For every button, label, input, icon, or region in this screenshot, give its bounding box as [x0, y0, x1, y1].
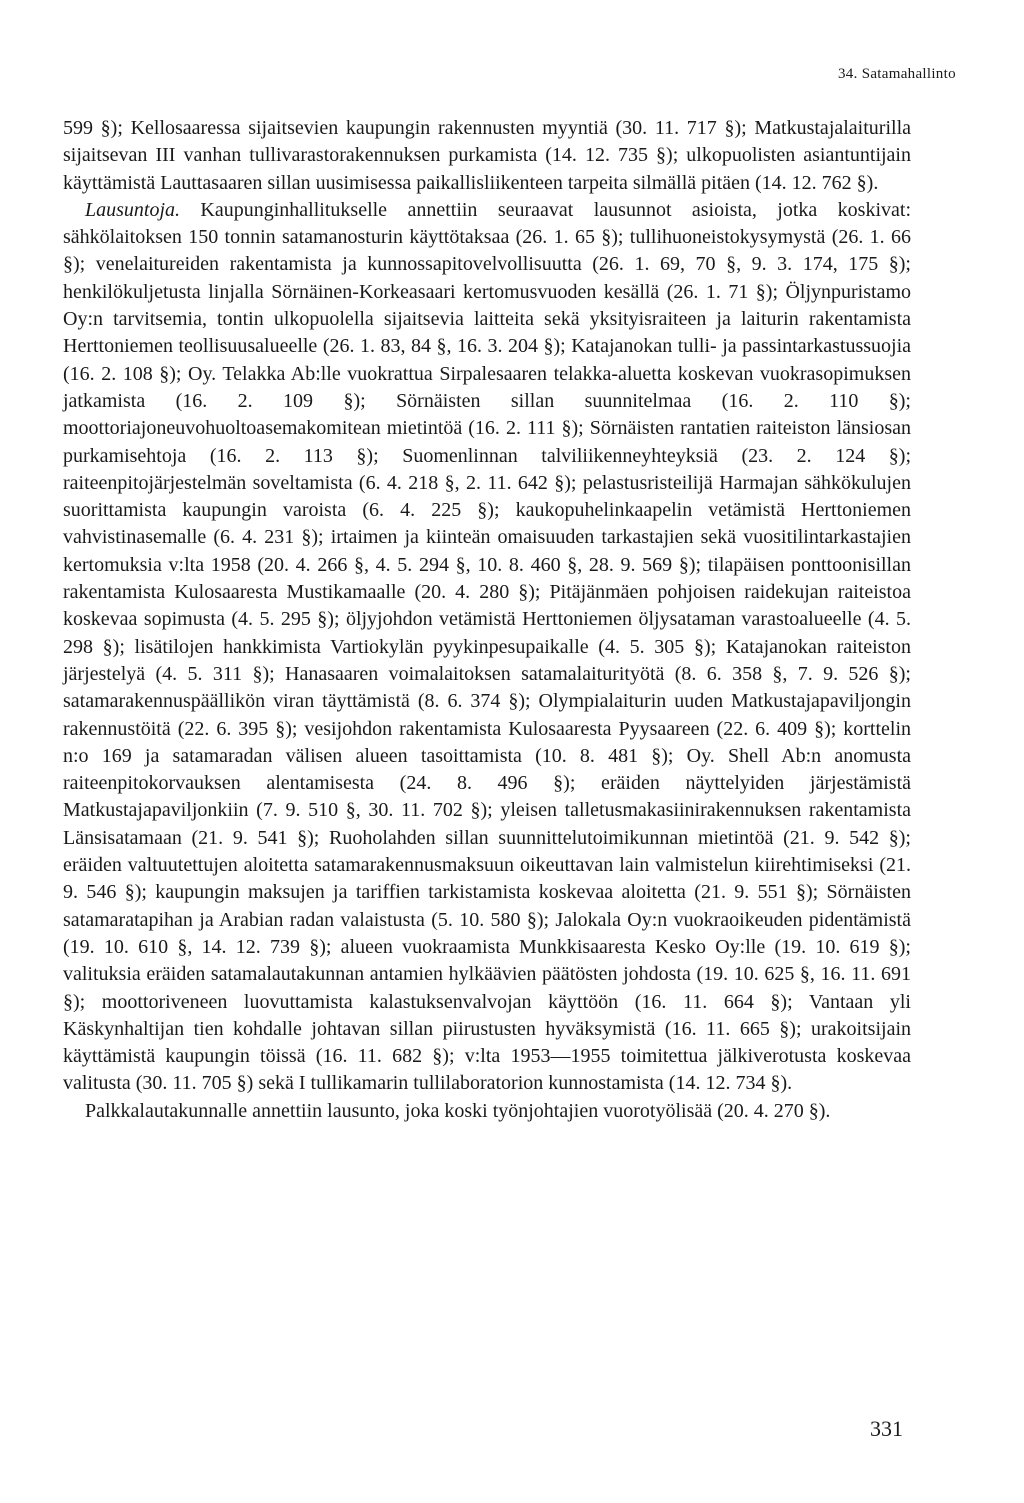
paragraph-palkkalautakunta: Palkkalautakunnalle annettiin lausunto, joka koski työnjohtajien vuorotyölisää (20. 4. 270 §).: [85, 1099, 831, 1122]
document-body: [63, 115, 911, 1125]
section-lead-in: Lausuntoja.: [85, 198, 181, 221]
page-number: 331: [870, 1416, 903, 1441]
running-header: 34. Satamahallinto: [838, 66, 956, 82]
paragraph-text: Kaupunginhallitukselle annettiin seuraavat lausunnot asioista, jotka koskivat: sähkölaitoksen 150 tonnin satamanosturin käyttötaksaa (26. 1. 65 §); tullihuoneistokysymystä (26. 1. 66 §); venelaitureiden rakentamista ja kunnossapitovelvollisuutta (26. 1. 69, 70 §, 9. 3. 174, 175 §); henkilökuljetusta linjalla Sörnäinen-Korkeasaari kertomusvuoden kesällä (26. 1. 71 §); Öljynpuristamo Oy:n tarvitsemia, tontin ulkopuolella sijaitsevia laitteita sekä yksityisraiteen ja laiturin rakentamista Herttoniemen teollisuusalueelle (26. 1. 83, 84 §, 16. 3. 204 §); Katajanokan tulli- ja passintarkastussuojia (16. 2. 108 §); Oy. Telakka Ab:lle vuokrattua Sirpalesaaren telakka-aluetta koskevan vuokrasopimuksen jatkamista (16. 2. 109 §); Sörnäisten sillan suunnitelmaa (16. 2. 110 §); moottoriajoneuvohuoltoasemakomitean mietintöä (16. 2. 111 §); Sörnäisten rantatien raiteiston länsiosan purkamisehtoja (16. 2. 113 §); Suomenlinnan talviliikenneyhteyksiä (23. 2. 124 §); raiteenpitojärjestelmän soveltamista (6. 4. 218 §, 2. 11. 642 §); pelastusristeilijä Harmajan sähkökulujen suorittamista kaupungin varoista (6. 4. 225 §); kaukopuhelinkaapelin vetämistä Herttoniemen vahvistinasemalle (6. 4. 231 §); irtaimen ja kiinteän omaisuuden tarkastajien sekä vuositilintarkastajien kertomuksia v:lta 1958 (20. 4. 266 §, 4. 5. 294 §, 10. 8. 460 §, 28. 9. 569 §); tilapäisen ponttoonisillan rakentamista Kulosaaresta Mustikamaalle (20. 4. 280 §); Pitäjänmäen pohjoisen raidekujan raiteistoa koskevaa sopimusta (4. 5. 295 §); öljyjohdon vetämistä Herttoniemen öljysataman varastoalueelle (4. 5. 298 §); lisätilojen hankkimista Vartiokylän pyykinpesupaikalle (4. 5. 305 §); Katajanokan raiteiston järjestelyä (4. 5. 311 §); Hanasaaren voimalaitoksen satamalaiturityötä (8. 6. 358 §, 7. 9. 526 §); satamarakennuspäällikön viran täyttämistä (8. 6. 374 §); Olympialaiturin uuden Matkustajapaviljongin rakennustöitä (22. 6. 395 §); vesijohdon rakentamista Kulosaaresta Pyysaareen (22. 6. 409 §); korttelin n:o 169 ja satamaradan välisen alueen tasoittamista (10. 8. 481 §); Oy. Shell Ab:n anomusta raiteenpitokorvauksen alentamisesta (24. 8. 496 §); eräiden näyttelyiden järjestämistä Matkustajapaviljonkiin (7. 9. 510 §, 30. 11. 702 §); yleisen talletusmakasiinirakennuksen rakentamista Länsisatamaan (21. 9. 541 §); Ruoholahden sillan suunnittelutoimikunnan mietintöä (21. 9. 542 §); eräiden valtuutettujen aloitetta satamarakennusmaksuun oikeuttavan lain valmistelun kiirehtimiseksi (21. 9. 546 §); kaupungin maksujen ja tariffien tarkistamista koskevaa aloitetta (21. 9. 551 §); Sörnäisten satamaratapihan ja Arabian radan valaistusta (5. 10. 580 §); Jalokala Oy:n vuokraoikeuden pidentämistä (19. 10. 610 §, 14. 12. 739 §); alueen vuokraamista Munkkisaaresta Kesko Oy:lle (19. 10. 619 §); valituksia eräiden satamalautakunnan antamien hylkäävien päätösten johdosta (19. 10. 625 §, 16. 11. 691 §); moottoriveneen luovuttamista kalastuksenvalvojan käyttöön (16. 11. 664 §); Vantaan yli Käskynhaltijan tien kohdalle johtavan sillan piirustusten hyväksymistä (16. 11. 665 §); urakoitsijain käyttämistä kaupungin töissä (16. 11. 682 §); v:lta 1953—1955 toimitettua jälkiverotusta koskevaa valitusta (30. 11. 705 §) sekä I tullikamarin tullilaboratorion kunnostamista (14. 12. 734 §).: [63, 198, 911, 1095]
paragraph-continuation: 599 §); Kellosaaressa sijaitsevien kaupungin rakennusten myyntiä (30. 11. 717 §); Matkustajalaiturilla sijaitsevan III vanhan tullivarastorakennuksen purkamista (14. 12. 735 §); ulkopuolisten asiantuntijain käyttämistä Lauttasaaren sillan uusimisessa paikallisliikenteen tarpeita silmällä pitäen (14. 12. 762 §).: [63, 117, 911, 194]
paragraph-lausuntoja: [63, 197, 911, 1098]
